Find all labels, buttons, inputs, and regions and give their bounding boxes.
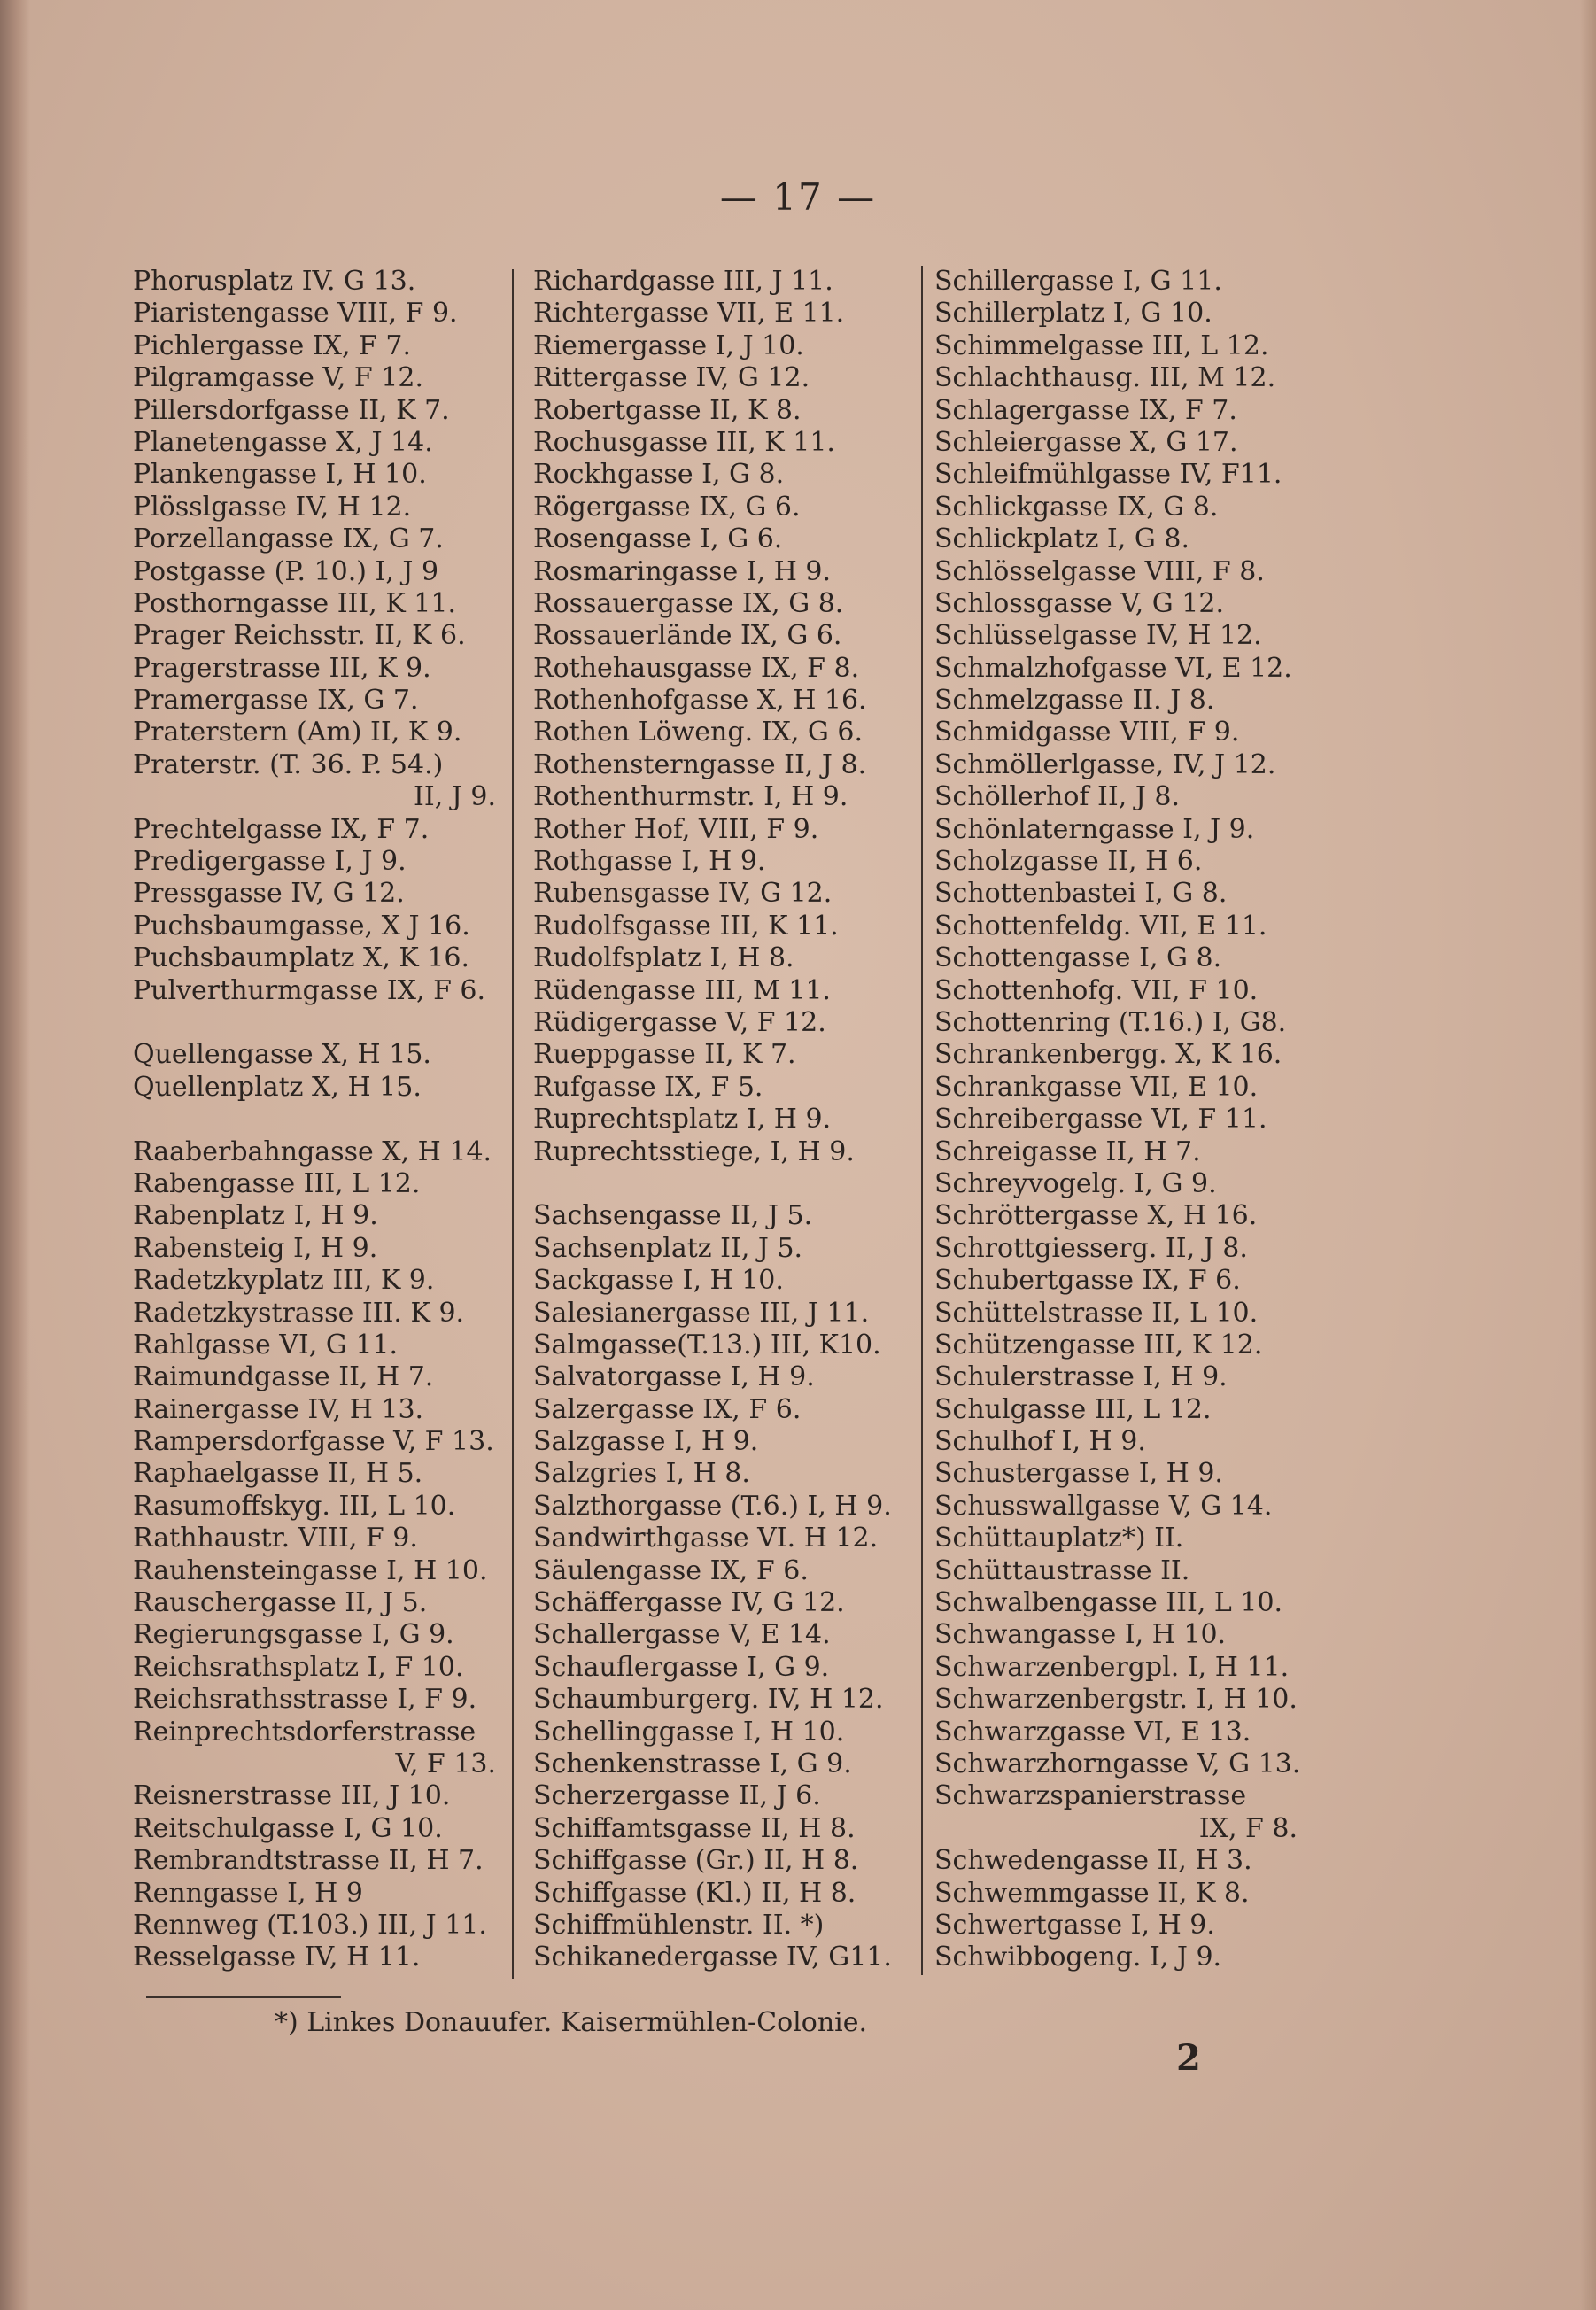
street-entry: Pragerstrasse III, K 9. — [133, 652, 431, 684]
street-entry: Schlossgasse V, G 12. — [934, 587, 1224, 619]
street-entry: Reitschulgasse I, G 10. — [133, 1812, 443, 1844]
street-entry: Pramergasse IX, G 7. — [133, 685, 419, 717]
street-entry: II, J 9. — [414, 781, 496, 813]
street-entry: Sackgasse I, H 10. — [533, 1265, 784, 1297]
page-number: — 17 — — [719, 175, 877, 219]
blank-line — [533, 1168, 916, 1200]
street-entry: Schwarzgasse VI, E 13. — [934, 1716, 1251, 1748]
street-entry: Puchsbaumgasse, X J 16. — [133, 910, 470, 942]
street-entry: Radetzkyplatz III, K 9. — [133, 1265, 435, 1297]
street-entry: Ruprechtsplatz I, H 9. — [533, 1104, 832, 1136]
street-entry: Schenkenstrasse I, G 9. — [533, 1748, 852, 1779]
street-entry: Rothgasse I, H 9. — [533, 846, 766, 878]
street-entry: Schwangasse I, H 10. — [934, 1619, 1227, 1651]
street-entry: Quellengasse X, H 15. — [133, 1039, 431, 1071]
street-entry: Resselgasse IV, H 11. — [133, 1942, 421, 1973]
street-entry: Scholzgasse II, H 6. — [934, 846, 1203, 878]
street-entry: Schulhof I, H 9. — [934, 1426, 1146, 1458]
street-entry: Schleiergasse X, G 17. — [934, 426, 1238, 458]
street-entry: Pressgasse IV, G 12. — [133, 878, 405, 910]
footnote-rule — [146, 1996, 341, 1998]
street-entry: Sachsengasse II, J 5. — [533, 1200, 813, 1232]
street-entry: Schwarzenbergpl. I, H 11. — [934, 1651, 1290, 1683]
street-entry: Salvatorgasse I, H 9. — [533, 1361, 815, 1393]
street-entry: Schüttaustrasse II. — [934, 1554, 1190, 1586]
street-entry: Schottengasse I, G 8. — [934, 942, 1222, 974]
page-edge — [1580, 0, 1596, 2310]
street-entry: Schreigasse II, H 7. — [934, 1136, 1201, 1167]
street-entry: Schäffergasse IV, G 12. — [533, 1587, 845, 1619]
street-entry: Schillergasse I, G 11. — [934, 266, 1222, 297]
street-entry: Schöllerhof II, J 8. — [934, 781, 1181, 813]
street-entry: Rembrandtstrasse II, H 7. — [133, 1845, 484, 1877]
street-entry: Schubertgasse IX, F 6. — [934, 1265, 1241, 1297]
street-entry: Schrankgasse VII, E 10. — [934, 1071, 1259, 1103]
street-entry: Rabengasse III, L 12. — [133, 1167, 421, 1199]
street-entry: Rosmaringasse I, H 9. — [533, 555, 832, 587]
street-entry: Schreyvogelg. I, G 9. — [934, 1167, 1217, 1199]
street-entry: Richardgasse III, J 11. — [533, 266, 833, 297]
street-entry: Scherzergasse II, J 6. — [533, 1780, 821, 1812]
street-entry: Schwarzspanierstrasse — [934, 1780, 1247, 1812]
street-entry: Schrottgiesserg. II, J 8. — [934, 1232, 1248, 1264]
street-entry: Phorusplatz IV. G 13. — [133, 266, 416, 297]
street-entry: Schmidgasse VIII, F 9. — [934, 717, 1240, 748]
street-entry: Rossauergasse IX, G 8. — [533, 587, 844, 619]
street-entry: Schröttergasse X, H 16. — [934, 1200, 1258, 1232]
street-entry: Praterstr. (T. 36. P. 54.) — [133, 748, 444, 780]
street-entry: Pulverthurmgasse IX, F 6. — [133, 974, 486, 1006]
street-entry: Rampersdorfgasse V, F 13. — [133, 1426, 494, 1458]
street-entry: Raphaelgasse II, H 5. — [133, 1458, 423, 1490]
street-entry: Salzgries I, H 8. — [533, 1458, 750, 1490]
street-entry: Schauflergasse I, G 9. — [533, 1651, 830, 1683]
street-entry: Schlickplatz I, G 8. — [934, 523, 1189, 555]
street-entry: Schiffmühlenstr. II. *) — [533, 1909, 825, 1941]
street-entry: Reichsrathsstrasse I, F 9. — [133, 1684, 477, 1716]
column-divider-1 — [512, 269, 514, 1979]
street-entry: Salzthorgasse (T.6.) I, H 9. — [533, 1490, 892, 1522]
street-entry: Rathhaustr. VIII, F 9. — [133, 1523, 418, 1554]
street-entry: Salzgasse I, H 9. — [533, 1426, 759, 1458]
street-entry: Schönlaterngasse I, J 9. — [934, 813, 1255, 845]
street-entry: Pilgramgasse V, F 12. — [133, 362, 423, 394]
street-entry: Rauhensteingasse I, H 10. — [133, 1554, 488, 1586]
street-entry: Rosengasse I, G 6. — [533, 523, 783, 555]
street-entry: Schwarzhorngasse V, G 13. — [934, 1748, 1301, 1779]
street-entry: Schlösselgasse VIII, F 8. — [934, 555, 1265, 587]
street-entry: Schüttelstrasse II, L 10. — [934, 1297, 1259, 1329]
street-entry: Sandwirthgasse VI. H 12. — [533, 1523, 879, 1554]
street-entry: Rothenhofgasse X, H 16. — [533, 685, 867, 717]
street-entry: Schwarzenbergstr. I, H 10. — [934, 1684, 1298, 1716]
street-entry: Schillerplatz I, G 10. — [934, 298, 1212, 329]
street-entry: Schottenbastei I, G 8. — [934, 878, 1228, 910]
street-entry: Rothensterngasse II, J 8. — [533, 748, 867, 780]
street-entry: Salmgasse(T.13.) III, K10. — [533, 1329, 881, 1360]
street-entry: Schiffgasse (Kl.) II, H 8. — [533, 1877, 856, 1909]
street-entry: Reinprechtsdorferstrasse — [133, 1716, 476, 1748]
street-entry: Raaberbahngasse X, H 14. — [133, 1136, 492, 1167]
street-entry: Schiffgasse (Gr.) II, H 8. — [533, 1845, 859, 1877]
street-entry: V, F 13. — [395, 1748, 496, 1779]
street-entry: Rüdengasse III, M 11. — [533, 974, 831, 1006]
street-entry: Ruprechtsstiege, I, H 9. — [533, 1136, 855, 1167]
street-entry: Reisnerstrasse III, J 10. — [133, 1780, 451, 1812]
street-entry: Schlachthausg. III, M 12. — [934, 362, 1276, 394]
street-entry: Predigergasse I, J 9. — [133, 846, 407, 878]
street-entry: Prechtelgasse IX, F 7. — [133, 813, 430, 845]
street-entry: Rothen Löweng. IX, G 6. — [533, 717, 864, 748]
street-entry: Rahlgasse VI, G 11. — [133, 1329, 399, 1360]
street-entry: Radetzkystrasse III. K 9. — [133, 1297, 465, 1329]
signature-mark: 2 — [1176, 2037, 1201, 2079]
street-entry: Salzergasse IX, F 6. — [533, 1393, 802, 1425]
street-entry: Schlüsselgasse IV, H 12. — [934, 620, 1262, 652]
street-entry: Schallergasse V, E 14. — [533, 1619, 831, 1651]
street-entry: Rainergasse IV, H 13. — [133, 1393, 424, 1425]
street-entry: Säulengasse IX, F 6. — [533, 1554, 809, 1586]
street-entry: IX, F 8. — [1198, 1812, 1298, 1844]
street-entry: Plankengasse I, H 10. — [133, 459, 427, 491]
street-entry: Plösslgasse IV, H 12. — [133, 491, 412, 523]
street-entry: Rudolfsgasse III, K 11. — [533, 910, 839, 942]
street-entry: Schellinggasse I, H 10. — [533, 1716, 845, 1748]
street-entry: Salesianergasse III, J 11. — [533, 1297, 870, 1329]
street-entry: Schlagergasse IX, F 7. — [934, 394, 1237, 426]
street-column-1 — [133, 266, 505, 1974]
street-entry: Rueppgasse II, K 7. — [533, 1039, 796, 1071]
street-entry: Sachsenplatz II, J 5. — [533, 1232, 803, 1264]
street-entry: Quellenplatz X, H 15. — [133, 1071, 422, 1103]
street-entry: Schustergasse I, H 9. — [934, 1458, 1223, 1490]
street-entry: Schottenring (T.16.) I, G8. — [934, 1006, 1287, 1038]
street-entry: Piaristengasse VIII, F 9. — [133, 298, 458, 329]
street-entry: Rockhgasse I, G 8. — [533, 459, 785, 491]
street-column-2 — [533, 266, 916, 1974]
street-entry: Schützengasse III, K 12. — [934, 1329, 1263, 1360]
street-entry: Schmelzgasse II. J 8. — [934, 685, 1215, 717]
street-entry: Rabensteig I, H 9. — [133, 1232, 378, 1264]
street-entry: Porzellangasse IX, G 7. — [133, 523, 444, 555]
blank-line — [133, 1104, 505, 1136]
street-entry: Schusswallgasse V, G 14. — [934, 1490, 1273, 1522]
street-entry: Schwibbogeng. I, J 9. — [934, 1942, 1222, 1973]
street-entry: Rothenthurmstr. I, H 9. — [533, 781, 848, 813]
street-entry: Robertgasse II, K 8. — [533, 394, 802, 426]
street-entry: Regierungsgasse I, G 9. — [133, 1619, 454, 1651]
street-column-3 — [934, 266, 1306, 1974]
street-entry: Schüttauplatz*) II. — [934, 1523, 1184, 1554]
street-entry: Schikanedergasse IV, G11. — [533, 1942, 892, 1973]
street-entry: Schwemmgasse II, K 8. — [934, 1877, 1250, 1909]
street-entry: Rasumoffskyg. III, L 10. — [133, 1490, 456, 1522]
footnote: *) Linkes Donauufer. Kaisermühlen-Colonie. — [275, 2007, 868, 2038]
street-entry: Rennweg (T.103.) III, J 11. — [133, 1909, 487, 1941]
street-entry: Rabenplatz I, H 9. — [133, 1200, 378, 1232]
street-entry: Schmöllerlgasse, IV, J 12. — [934, 748, 1276, 780]
street-entry: Pillersdorfgasse II, K 7. — [133, 394, 450, 426]
street-entry: Rudolfsplatz I, H 8. — [533, 942, 794, 974]
street-entry: Schwalbengasse III, L 10. — [934, 1587, 1283, 1619]
street-entry: Riemergasse I, J 10. — [533, 329, 804, 361]
street-entry: Schottenfeldg. VII, E 11. — [934, 910, 1267, 942]
street-entry: Renngasse I, H 9 — [133, 1877, 363, 1909]
street-entry: Postgasse (P. 10.) I, J 9 — [133, 555, 439, 587]
street-entry: Reichsrathsplatz I, F 10. — [133, 1651, 464, 1683]
street-entry: Schwertgasse I, H 9. — [934, 1909, 1215, 1941]
street-entry: Rufgasse IX, F 5. — [533, 1071, 763, 1103]
street-entry: Rauschergasse II, J 5. — [133, 1587, 428, 1619]
street-entry: Planetengasse X, J 14. — [133, 426, 433, 458]
column-divider-2 — [921, 266, 923, 1975]
street-entry: Rögergasse IX, G 6. — [533, 491, 801, 523]
street-entry: Rüdigergasse V, F 12. — [533, 1006, 826, 1038]
street-entry: Schreibergasse VI, F 11. — [934, 1104, 1267, 1136]
street-entry: Rubensgasse IV, G 12. — [533, 878, 833, 910]
street-entry: Posthorngasse III, K 11. — [133, 587, 456, 619]
street-entry: Schiffamtsgasse II, H 8. — [533, 1812, 856, 1844]
street-entry: Schlickgasse IX, G 8. — [934, 491, 1219, 523]
street-entry: Pichlergasse IX, F 7. — [133, 329, 412, 361]
street-entry: Raimundgasse II, H 7. — [133, 1361, 434, 1393]
street-entry: Schulgasse III, L 12. — [934, 1393, 1212, 1425]
street-entry: Schleifmühlgasse IV, F11. — [934, 459, 1282, 491]
book-spine-shadow — [0, 0, 30, 2310]
street-entry: Puchsbaumplatz X, K 16. — [133, 942, 470, 974]
street-entry: Rochusgasse III, K 11. — [533, 426, 835, 458]
street-entry: Schaumburgerg. IV, H 12. — [533, 1684, 884, 1716]
street-entry: Rossauerlände IX, G 6. — [533, 620, 842, 652]
street-entry: Rittergasse IV, G 12. — [533, 362, 810, 394]
street-entry: Schottenhofg. VII, F 10. — [934, 974, 1259, 1006]
street-entry: Schulerstrasse I, H 9. — [934, 1361, 1228, 1393]
street-entry: Praterstern (Am) II, K 9. — [133, 717, 462, 748]
street-entry: Richtergasse VII, E 11. — [533, 298, 845, 329]
street-entry: Rother Hof, VIII, F 9. — [533, 813, 819, 845]
street-entry: Schmalzhofgasse VI, E 12. — [934, 652, 1292, 684]
street-entry: Rothehausgasse IX, F 8. — [533, 652, 860, 684]
street-entry: Prager Reichsstr. II, K 6. — [133, 620, 466, 652]
blank-line — [133, 1007, 505, 1039]
street-entry: Schwedengasse II, H 3. — [934, 1845, 1252, 1877]
street-entry: Schrankenbergg. X, K 16. — [934, 1039, 1282, 1071]
street-entry: Schimmelgasse III, L 12. — [934, 329, 1269, 361]
